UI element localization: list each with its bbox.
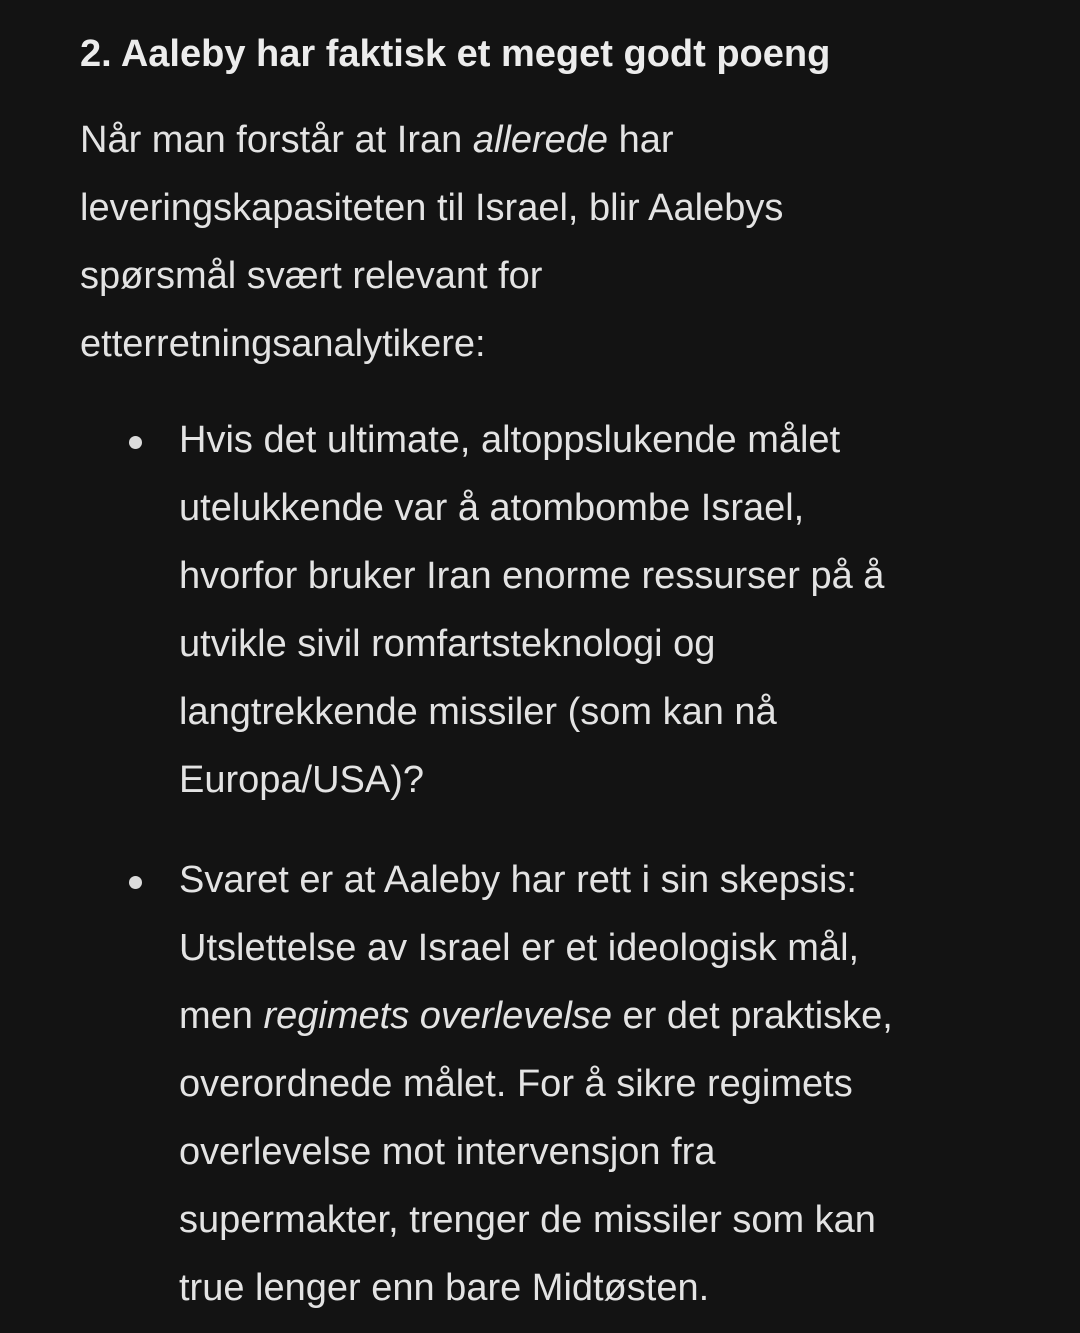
- intro-line: [80, 106, 1040, 174]
- bullet-text: men: [179, 995, 264, 1037]
- bullet-line: hvorfor bruker Iran enorme ressurser på å: [179, 555, 885, 597]
- intro-line: etterretningsanalytikere:: [80, 323, 486, 365]
- bullet-dot-icon: [129, 436, 142, 449]
- bullet-emphasis: regimets overlevelse: [263, 995, 612, 1037]
- bullet-line: true lenger enn bare Midtøsten.: [179, 1267, 710, 1309]
- bullet-line: [179, 982, 1039, 1050]
- intro-emphasis: allerede: [472, 119, 609, 161]
- bullet-line: Hvis det ultimate, altoppslukende målet: [179, 419, 841, 461]
- bullet-item: [179, 406, 1039, 814]
- bullet-line: supermakter, trenger de missiler som kan: [179, 1199, 876, 1241]
- bullet-dot-icon: [129, 876, 142, 889]
- bullet-line: utvikle sivil romfartsteknologi og: [179, 623, 716, 665]
- bullet-line: Svaret er at Aaleby har rett i sin skepsis:: [179, 859, 857, 901]
- intro-text: Når man forstår at Iran: [80, 119, 473, 161]
- intro-line: leveringskapasiteten til Israel, blir Aalebys: [80, 187, 784, 229]
- bullet-line: utelukkende var å atombombe Israel,: [179, 487, 805, 529]
- bullet-item: [179, 846, 1039, 1322]
- bullet-line: Utslettelse av Israel er et ideologisk mål,: [179, 927, 860, 969]
- intro-text: har: [608, 119, 674, 161]
- bullet-line: overordnede målet. For å sikre regimets: [179, 1063, 853, 1105]
- intro-line: spørsmål svært relevant for: [80, 255, 543, 297]
- bullet-line: overlevelse mot intervensjon fra: [179, 1131, 716, 1173]
- bullet-text: er det praktiske,: [611, 995, 893, 1037]
- bullet-line: Europa/USA)?: [179, 759, 425, 801]
- section-heading: 2. Aaleby har faktisk et meget godt poeng: [80, 33, 831, 75]
- bullet-line: langtrekkende missiler (som kan nå: [179, 691, 777, 733]
- intro-paragraph: [80, 106, 1040, 378]
